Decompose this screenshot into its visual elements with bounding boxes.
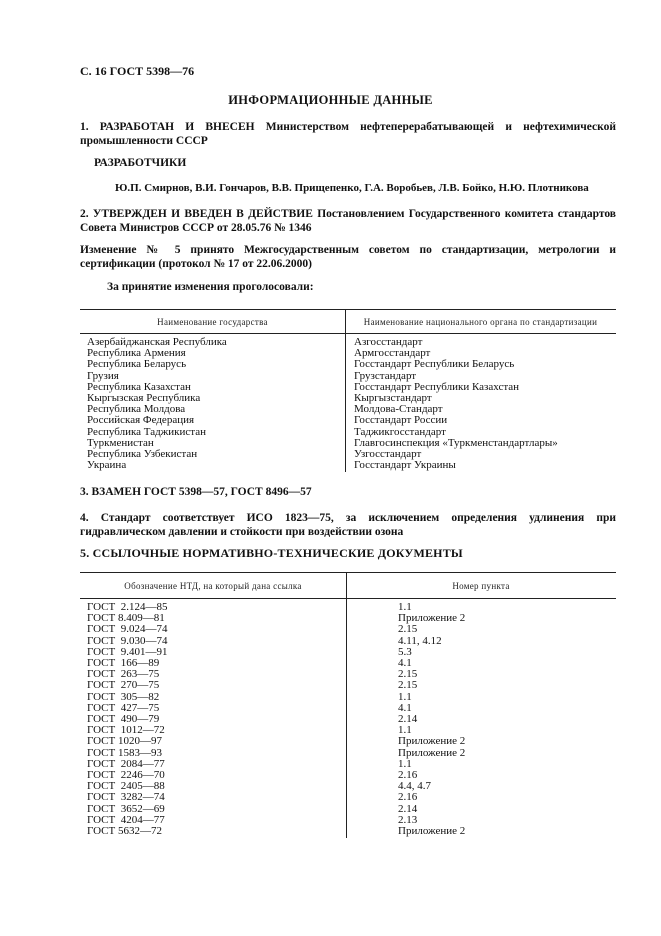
developers-list: Ю.П. Смирнов, В.И. Гончаров, В.В. Прищепенко, Г.А. Воробьев, Л.В. Бойко, Н.Ю. Плотникова: [115, 182, 589, 194]
ref-table-clause-cell: 1.1: [398, 757, 412, 770]
vote-table-state-cell: Российская Федерация: [87, 414, 195, 427]
ref-table-clause-cell: 4.4, 4.7: [398, 780, 431, 793]
vote-table-body-cell: Таджикгосстандарт: [354, 425, 446, 438]
ref-table-clause-cell: 2.14: [398, 802, 418, 815]
vote-table-state-cell: Украина: [87, 459, 127, 472]
vote-table-state-cell: Кыргызская Республика: [87, 392, 201, 405]
vote-table-state-cell: Туркменистан: [87, 436, 154, 449]
vote-table-header-body: Наименование национального органа по стандартизации: [363, 317, 598, 327]
vote-table-body-cell: Армгосстандарт: [354, 347, 431, 360]
vote-table-body-cell: Госстандарт России: [354, 414, 448, 427]
ref-table-clause-cell: 2.14: [398, 713, 418, 726]
ref-table-clause-cell: 4.1: [398, 701, 412, 714]
ref-table-clause-cell: Приложение 2: [398, 825, 466, 838]
ref-table-clause-cell: Приложение 2: [398, 746, 466, 759]
ref-table-clause-cell: 1.1: [398, 724, 412, 737]
ref-table-doc-cell: ГОСТ 2084—77: [87, 757, 165, 770]
ref-table-doc-cell: ГОСТ 1583—93: [87, 746, 162, 759]
voted-heading: За принятие изменения проголосовали:: [107, 281, 314, 293]
section-4: 4. Стандарт соответствует ИСО 1823—75, за исключением определения удлинения при гидравлическом давлении и стойкости при воздействии озона: [80, 512, 616, 538]
ref-table-docs: [87, 602, 167, 837]
ref-table-doc-cell: ГОСТ 166—89: [87, 657, 160, 670]
vote-table-state-cell: Республика Казахстан: [87, 380, 191, 393]
ref-table-clause-cell: 1.1: [398, 690, 412, 703]
vote-table-body-cell: Госстандарт Украины: [354, 459, 456, 472]
vote-table-states: [87, 337, 227, 471]
ref-table-doc-cell: ГОСТ 270—75: [87, 679, 160, 692]
section-5: 5. ССЫЛОЧНЫЕ НОРМАТИВНО-ТЕХНИЧЕСКИЕ ДОКУМЕНТЫ: [80, 546, 463, 560]
vote-table-state-cell: Республика Узбекистан: [87, 448, 198, 461]
section-title: ИНФОРМАЦИОННЫЕ ДАННЫЕ: [228, 93, 433, 107]
ref-table-doc-cell: ГОСТ 1012—72: [87, 724, 165, 737]
vote-table-header-state: Наименование государства: [157, 317, 268, 327]
section-2-text: Постановлением Государственного комитета стандартов Совета Министров СССР от 28.05.76 № 1346: [80, 208, 617, 234]
developers-heading: РАЗРАБОТЧИКИ: [94, 157, 187, 169]
ref-table-clause-cell: 2.15: [398, 668, 418, 681]
vote-table-body-cell: Кыргызстандарт: [354, 392, 432, 405]
ref-table-doc-cell: ГОСТ 5632—72: [87, 825, 162, 838]
ref-table-clause-cell: 2.13: [398, 813, 418, 826]
section-2: [80, 207, 616, 235]
ref-table-doc-cell: ГОСТ 3652—69: [87, 802, 165, 815]
ref-table-doc-cell: ГОСТ 305—82: [87, 690, 160, 703]
ref-table-doc-cell: ГОСТ 9.030—74: [87, 634, 168, 647]
ref-table-clause-cell: 2.16: [398, 791, 418, 804]
vote-table-body-cell: Грузстандарт: [354, 369, 417, 382]
section-1: [80, 120, 616, 148]
amendment-note: [80, 243, 616, 271]
ref-table-clause-cell: 4.11, 4.12: [398, 634, 442, 647]
ref-table-header-clause: Номер пункта: [452, 581, 510, 591]
ref-table-doc-cell: ГОСТ 3282—74: [87, 791, 165, 804]
ref-table-doc-cell: ГОСТ 2246—70: [87, 769, 165, 782]
section-1-text: Министерством нефтеперерабатывающей и нефтехимической промышленности СССР: [80, 121, 616, 147]
ref-table-doc-cell: ГОСТ 490—79: [87, 713, 160, 726]
vote-table-bodies: [354, 337, 558, 471]
ref-table-doc-cell: ГОСТ 427—75: [87, 701, 160, 714]
page-header: С. 16 ГОСТ 5398—76: [80, 64, 195, 78]
vote-table-body-cell: Азгосстандарт: [354, 336, 423, 348]
ref-table-doc-cell: ГОСТ 2.124—85: [87, 601, 168, 613]
ref-table-clause-cell: 2.15: [398, 679, 418, 692]
ref-table-doc-cell: ГОСТ 1020—97: [87, 735, 162, 748]
vote-table-state-cell: Азербайджанская Республика: [87, 336, 227, 348]
section-2-label: 2. УТВЕРЖДЕН И ВВЕДЕН В ДЕЙСТВИЕ: [80, 208, 313, 220]
ref-table-clause-cell: Приложение 2: [398, 612, 466, 625]
vote-table-state-cell: Республика Беларусь: [87, 358, 187, 371]
ref-table-doc-cell: ГОСТ 4204—77: [87, 813, 165, 826]
vote-table-body-cell: Молдова-Стандарт: [354, 403, 443, 416]
ref-table-doc-cell: ГОСТ 9.401—91: [87, 645, 168, 658]
ref-table-header-doc: Обозначение НТД, на который дана ссылка: [124, 581, 302, 591]
ref-table-doc-cell: ГОСТ 263—75: [87, 668, 160, 681]
ref-table-clause-cell: 2.16: [398, 769, 418, 782]
vote-table-body-cell: Госстандарт Республики Беларусь: [354, 358, 515, 371]
ref-table-doc-cell: ГОСТ 2405—88: [87, 780, 165, 793]
ref-table-clause-cell: 2.15: [398, 623, 418, 636]
section-1-label: 1. РАЗРАБОТАН И ВНЕСЕН: [80, 121, 255, 133]
vote-table-state-cell: Республика Молдова: [87, 403, 186, 416]
amendment-text: принято Межгосударственным советом по стандартизации, метрологии и сертификации (протокол № 17 от 22.06.2000): [80, 244, 617, 270]
ref-table-doc-cell: ГОСТ 8.409—81: [87, 612, 165, 625]
amendment-label: Изменение № 5: [80, 244, 181, 256]
ref-table-clause-cell: 1.1: [398, 601, 412, 613]
section-3: 3. ВЗАМЕН ГОСТ 5398—57, ГОСТ 8496—57: [80, 486, 312, 498]
vote-table-state-cell: Республика Армения: [87, 347, 186, 360]
ref-table-doc-cell: ГОСТ 9.024—74: [87, 623, 168, 636]
vote-table-state-cell: Республика Таджикистан: [87, 425, 206, 438]
vote-table-state-cell: Грузия: [87, 369, 119, 382]
ref-table-clause-cell: Приложение 2: [398, 735, 466, 748]
ref-table-clauses: [398, 602, 465, 837]
vote-table-body-cell: Узгосстандарт: [354, 448, 422, 461]
vote-table-body-cell: Госстандарт Республики Казахстан: [354, 380, 520, 393]
ref-table-clause-cell: 5.3: [398, 645, 412, 658]
ref-table-clause-cell: 4.1: [398, 657, 412, 670]
vote-table-body-cell: Главгосинспекция «Туркменстандартлары»: [354, 436, 558, 449]
